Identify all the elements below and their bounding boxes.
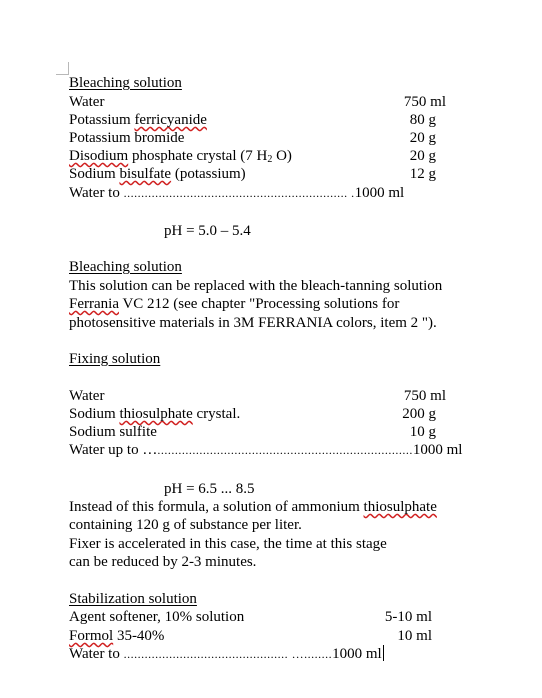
alt-text-line-3: photosensitive materials in 3M FERRANIA colors, item 2 ").: [69, 315, 437, 331]
ingredient-label: Sodium: [69, 406, 120, 422]
bleach-row-ferricyanide: [69, 111, 207, 129]
spellcheck-word: Formol: [69, 628, 114, 644]
bleach-value-bisulfate: 12 g: [409, 166, 436, 182]
spellcheck-word: Disodium: [69, 148, 129, 164]
stab-row-softener: [69, 608, 244, 626]
bleach-row-bisulfate: [69, 165, 246, 183]
dot-leader: ................................................................ .: [123, 186, 355, 200]
dot-leader: .........................................................................: [157, 443, 413, 457]
page-margin-corner-mark: [56, 62, 69, 75]
stab-value-formol: 10 ml: [397, 628, 432, 644]
fix-ph: pH = 6.5 ... 8.5: [164, 481, 255, 497]
stab-row-formol: [69, 627, 164, 645]
bleach-value-ferricyanide: 80 g: [409, 112, 436, 128]
fix-note-line-4: can be reduced by 2-3 minutes.: [69, 554, 257, 570]
ingredient-label: Potassium bromide: [69, 130, 185, 146]
ingredient-label-end: 35-40%: [113, 628, 165, 644]
ingredient-label: Water: [69, 388, 105, 404]
fixing-heading: Fixing solution: [69, 351, 161, 367]
ingredient-label: Agent softener, 10% solution: [69, 609, 245, 625]
bleaching-alt-heading: Bleaching solution: [69, 259, 182, 275]
ingredient-label: Sodium sulfite: [69, 424, 157, 440]
bleach-row-water: [69, 93, 104, 111]
fix-row-water: [69, 387, 104, 405]
ingredient-label-end: crystal.: [192, 406, 241, 422]
spellcheck-word: thiosulphate: [363, 499, 437, 515]
ingredient-label: Water to: [69, 646, 124, 662]
fix-row-thiosulphate: [69, 405, 240, 423]
subscript: 2: [267, 154, 273, 165]
fix-value-water-up-to: 1000 ml: [412, 442, 463, 458]
text-cursor: [383, 645, 384, 661]
bleach-ph: pH = 5.0 – 5.4: [164, 223, 251, 239]
fix-note-line-2: containing 120 g of substance per liter.: [69, 517, 302, 533]
stabilization-heading: Stabilization solution: [69, 591, 197, 607]
alt-text-line-2: [69, 295, 399, 313]
ingredient-label: phosphate crystal (7 H: [128, 148, 268, 164]
bleach-row-bromide: [69, 129, 184, 147]
fix-row-water-up-to: [69, 441, 462, 459]
bleach-value-bromide: 20 g: [409, 130, 436, 146]
stab-value-water-to: 1000 ml: [332, 646, 382, 662]
bleach-value-water-to: 1000 ml: [354, 185, 405, 201]
fix-value-sulfite: 10 g: [409, 424, 436, 440]
ingredient-label: Potassium: [69, 112, 135, 128]
stab-value-softener: 5-10 ml: [384, 609, 432, 625]
bleach-value-phosphate: 20 g: [409, 148, 436, 164]
spellcheck-word: Ferrania: [69, 296, 119, 312]
ingredient-label: Water to: [69, 185, 124, 201]
bleaching-heading: Bleaching solution: [69, 75, 182, 91]
fix-note-line-1: [69, 498, 437, 516]
dot-leader: ............................................... …........: [123, 647, 333, 661]
ingredient-label-end: (potassium): [171, 166, 246, 182]
ingredient-label: Water: [69, 94, 105, 110]
spellcheck-word: thiosulphate: [119, 406, 193, 422]
fix-note-line-3: Fixer is accelerated in this case, the time at this stage: [69, 536, 387, 552]
fix-row-sulfite: [69, 423, 157, 441]
ingredient-label: Sodium: [69, 166, 120, 182]
bleach-row-water-to: [69, 184, 404, 202]
fix-note-line-1-text: Instead of this formula, a solution of ammonium: [69, 499, 364, 515]
ingredient-label-end: O): [272, 148, 292, 164]
alt-text-line-2-rest: VC 212 (see chapter "Processing solutions for: [118, 296, 400, 312]
fix-value-water: 750 ml: [403, 388, 446, 404]
stab-row-water-to: [69, 645, 384, 663]
bleach-row-phosphate: [69, 147, 292, 165]
bleach-value-water: 750 ml: [403, 94, 446, 110]
spellcheck-word: bisulfate: [119, 166, 172, 182]
spellcheck-word: ferricyanide: [134, 112, 207, 128]
fix-value-thiosulphate: 200 g: [402, 406, 436, 422]
ingredient-label: Water up to …: [69, 442, 158, 458]
alt-text-line-1: This solution can be replaced with the bleach-tanning solution: [69, 278, 443, 294]
